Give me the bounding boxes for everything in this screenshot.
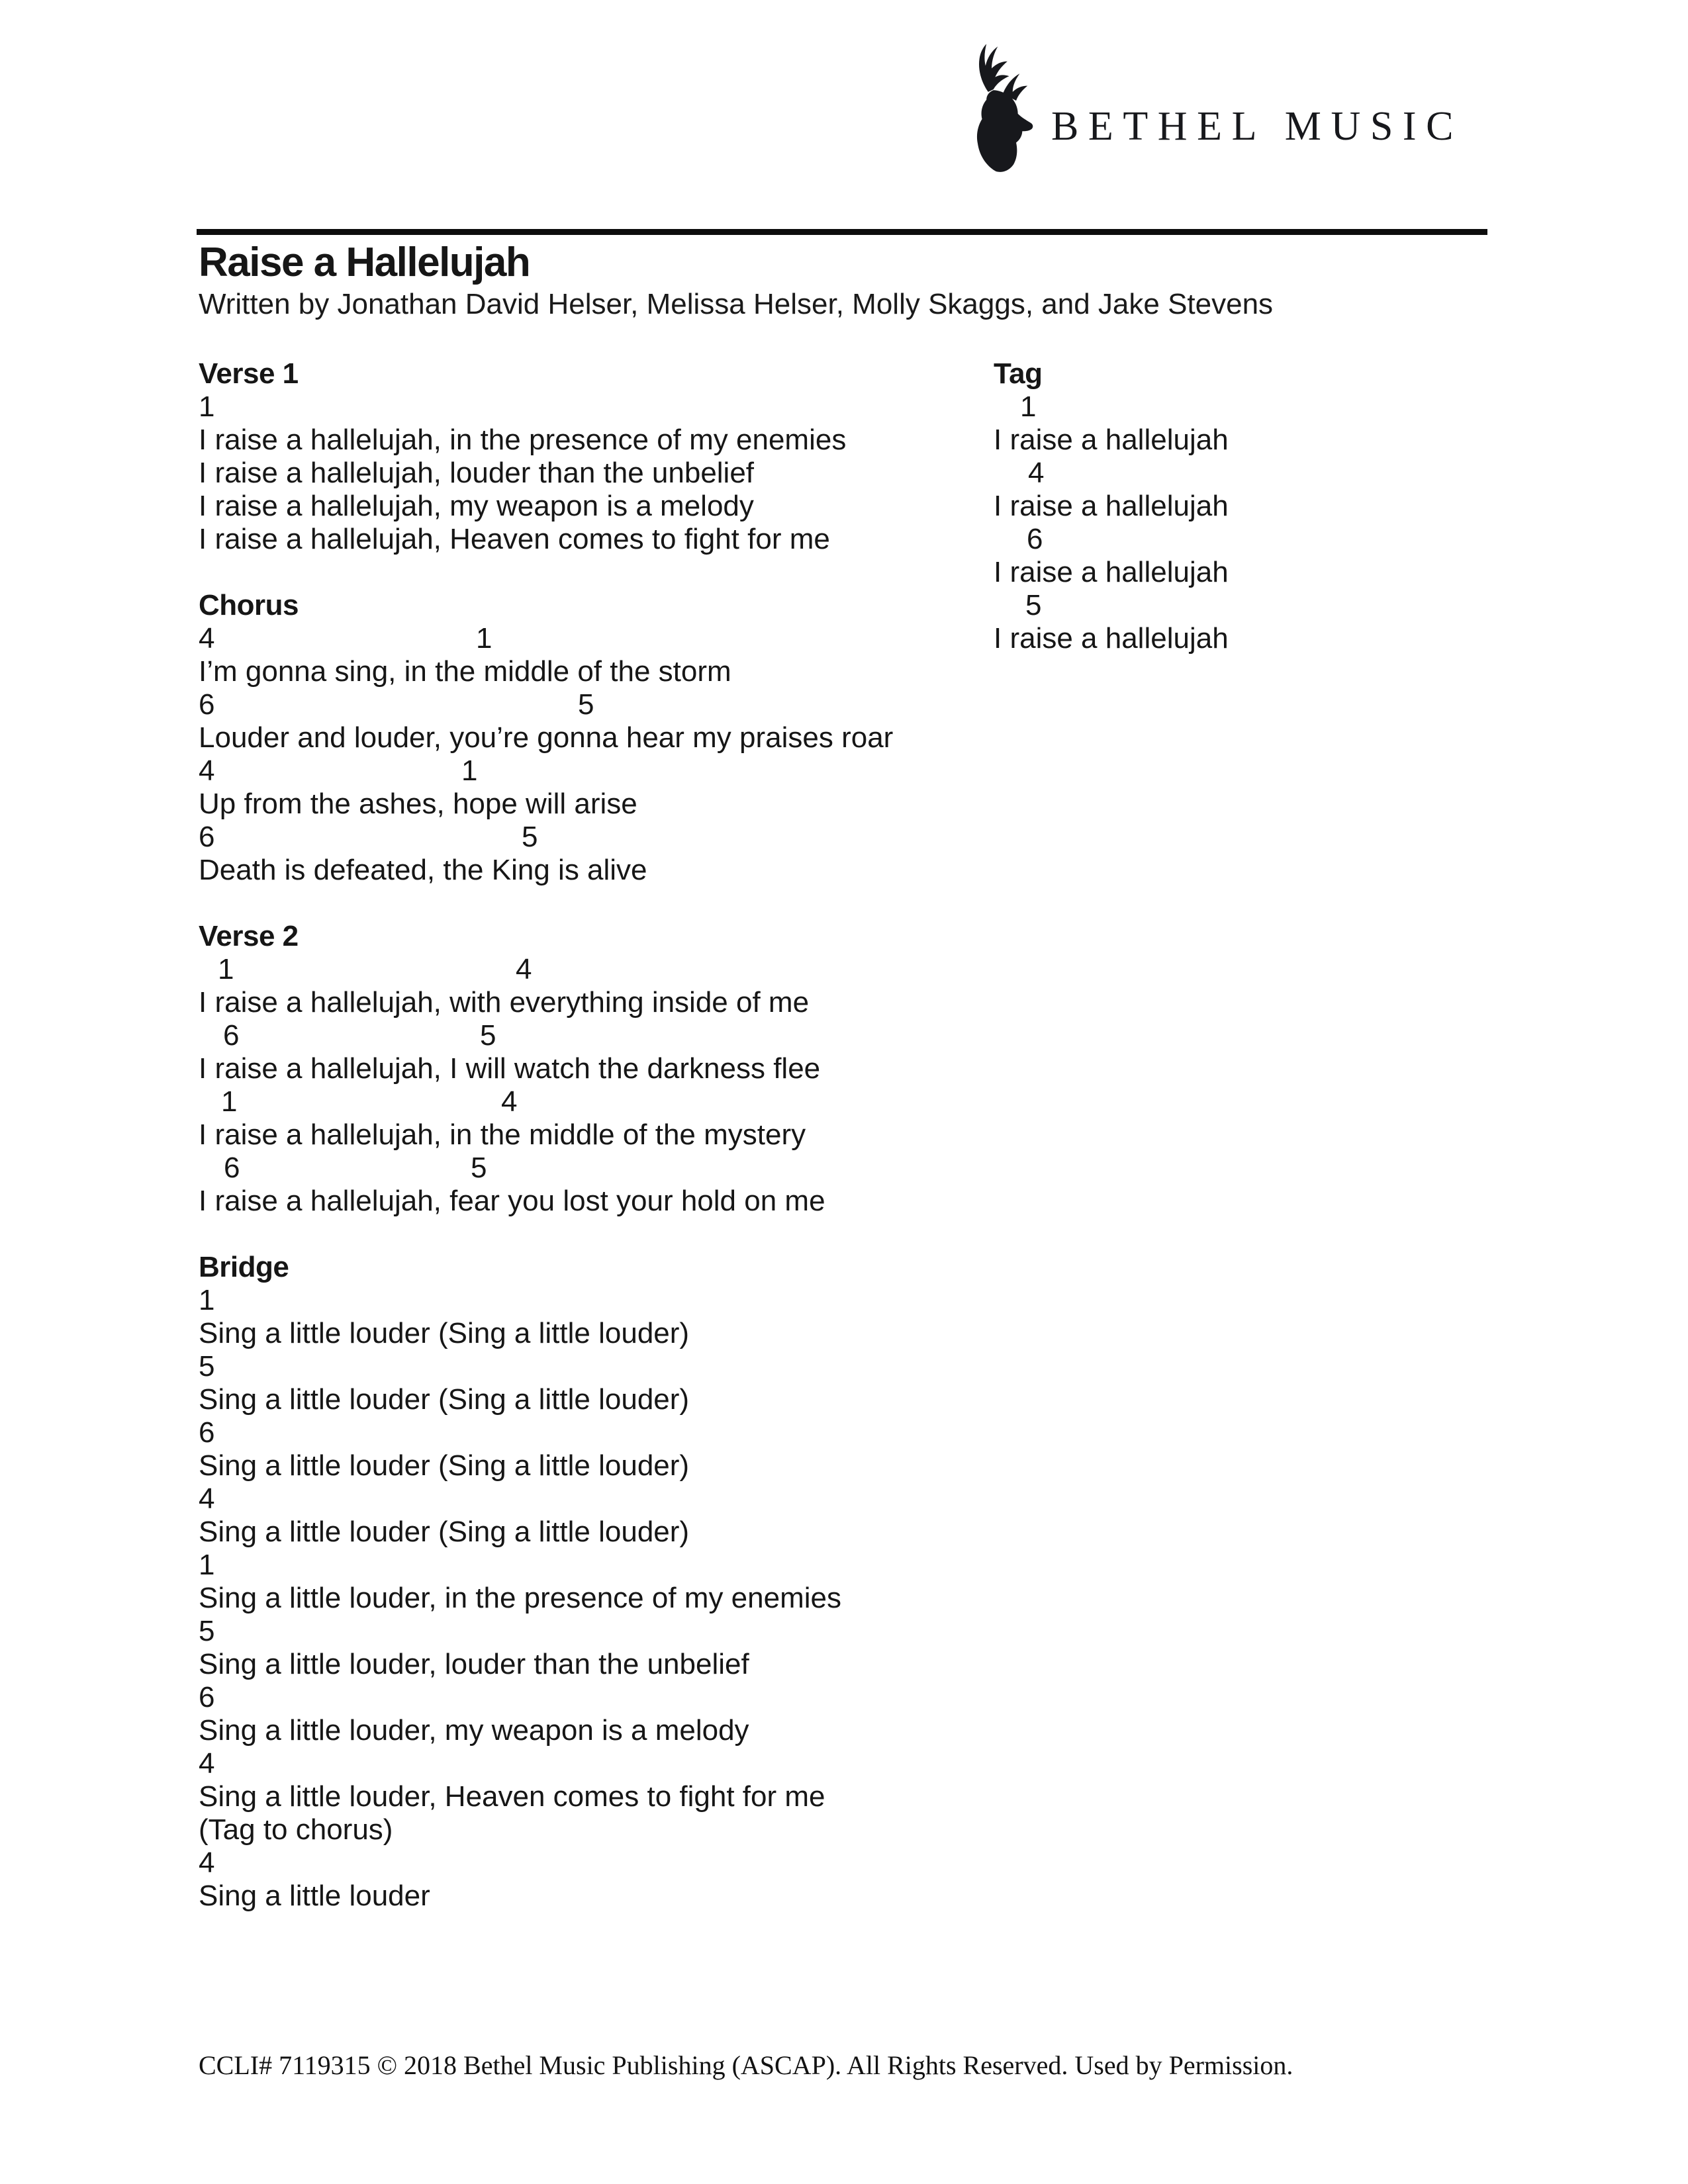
chord-line	[199, 1085, 1000, 1118]
chord-number: 1	[199, 1549, 215, 1581]
chord-line	[994, 457, 1364, 490]
chord-number: 6	[1027, 523, 1043, 555]
lyric-line: (Tag to chorus)	[199, 1813, 393, 1846]
chord-line	[199, 1747, 1000, 1780]
lyric-line: Sing a little louder (Sing a little louder)	[199, 1317, 690, 1349]
lyric-line: Up from the ashes, hope will arise	[199, 788, 637, 820]
chord-line	[199, 754, 1000, 788]
chord-number: 5	[471, 1152, 487, 1184]
chord-number: 6	[224, 1152, 240, 1184]
chord-number: 4	[199, 1482, 215, 1515]
chord-line	[199, 622, 1000, 655]
chord-number: 6	[199, 821, 215, 853]
section-tag	[994, 357, 1364, 655]
chord-number: 4	[199, 1846, 215, 1879]
lyric-line: I raise a hallelujah, fear you lost your hold on me	[199, 1185, 825, 1217]
section-header: Tag	[994, 357, 1043, 390]
lyric-line: I raise a hallelujah, in the middle of the mystery	[199, 1118, 806, 1151]
chord-line	[994, 390, 1364, 424]
chord-line	[199, 390, 1000, 424]
chord-number: 4	[501, 1085, 518, 1118]
lyric-line: Sing a little louder, my weapon is a melody	[199, 1714, 749, 1747]
chord-number: 4	[199, 622, 215, 655]
song-title: Raise a Hallelujah	[199, 240, 530, 285]
stag-head-icon	[953, 42, 1041, 175]
section-header: Chorus	[199, 589, 299, 621]
chord-number: 1	[1020, 390, 1037, 423]
lyric-line: I raise a hallelujah, I will watch the darkness flee	[199, 1052, 821, 1085]
chord-line	[199, 1019, 1000, 1052]
chord-number: 5	[199, 1350, 215, 1383]
lyric-line: I raise a hallelujah, my weapon is a melody	[199, 490, 754, 522]
lyric-line: Sing a little louder	[199, 1880, 430, 1912]
lyric-line: I raise a hallelujah	[994, 424, 1229, 456]
chord-number: 6	[199, 1681, 215, 1713]
chord-number: 1	[476, 622, 492, 655]
lyric-line: I raise a hallelujah, with everything inside of me	[199, 986, 810, 1019]
lyric-line: I raise a hallelujah	[994, 490, 1229, 522]
chord-number: 4	[199, 754, 215, 787]
chord-number: 4	[516, 953, 532, 985]
section-header: Verse 2	[199, 920, 299, 952]
chord-number: 4	[1028, 457, 1045, 489]
lyric-line: I raise a hallelujah	[994, 556, 1229, 588]
lyric-line: I’m gonna sing, in the middle of the storm	[199, 655, 731, 688]
lyric-line: I raise a hallelujah	[994, 622, 1229, 655]
column-left	[199, 357, 1000, 1946]
chord-number: 1	[199, 1284, 215, 1316]
chord-line	[199, 1681, 1000, 1714]
column-right	[994, 357, 1364, 688]
chord-line	[994, 523, 1364, 556]
section-bridge	[199, 1251, 1000, 1913]
chord-line	[199, 1416, 1000, 1449]
lyric-line: I raise a hallelujah, louder than the unbelief	[199, 457, 755, 489]
chord-line	[199, 1284, 1000, 1317]
lyric-line: Sing a little louder, louder than the unbelief	[199, 1648, 749, 1680]
lyric-line: Death is defeated, the King is alive	[199, 854, 647, 886]
chord-number: 5	[480, 1019, 496, 1052]
chord-number: 6	[199, 1416, 215, 1449]
chord-line	[199, 1846, 1000, 1880]
chord-number: 5	[199, 1615, 215, 1647]
section-header: Verse 1	[199, 357, 299, 390]
chord-number: 5	[578, 688, 594, 721]
lyric-line: Sing a little louder (Sing a little louder)	[199, 1516, 690, 1548]
chord-number: 6	[199, 688, 215, 721]
chord-line	[994, 589, 1364, 622]
bethel-music-logo	[953, 40, 1489, 179]
chord-line	[199, 1350, 1000, 1383]
section-verse-2	[199, 920, 1000, 1218]
chord-number: 4	[199, 1747, 215, 1780]
lyric-line: Sing a little louder (Sing a little louder)	[199, 1449, 690, 1482]
footer-copyright: CCLI# 7119315 © 2018 Bethel Music Publishing (ASCAP). All Rights Reserved. Used by Permission.	[199, 2050, 1293, 2080]
section-chorus	[199, 589, 1000, 887]
section-header: Bridge	[199, 1251, 289, 1283]
chord-number: 1	[221, 1085, 238, 1118]
brand-wordmark: BETHEL MUSIC	[1051, 104, 1464, 149]
chord-line	[199, 953, 1000, 986]
lyric-line: I raise a hallelujah, in the presence of my enemies	[199, 424, 847, 456]
song-byline: Written by Jonathan David Helser, Melissa Helser, Molly Skaggs, and Jake Stevens	[199, 288, 1274, 320]
chord-number: 6	[223, 1019, 240, 1052]
chord-number: 5	[1025, 589, 1042, 621]
section-verse-1	[199, 357, 1000, 556]
chord-line	[199, 688, 1000, 721]
chord-line	[199, 1152, 1000, 1185]
chord-number: 1	[461, 754, 478, 787]
lyric-line: Sing a little louder (Sing a little louder)	[199, 1383, 690, 1416]
chord-number: 1	[199, 390, 215, 423]
chord-line	[199, 1482, 1000, 1516]
chord-number: 5	[522, 821, 538, 853]
lyric-line: I raise a hallelujah, Heaven comes to fight for me	[199, 523, 830, 555]
chord-number: 1	[218, 953, 234, 985]
lyric-line: Louder and louder, you’re gonna hear my praises roar	[199, 721, 894, 754]
divider-rule	[197, 229, 1487, 235]
lyric-line: Sing a little louder, Heaven comes to fight for me	[199, 1780, 825, 1813]
chord-line	[199, 1549, 1000, 1582]
chord-line	[199, 821, 1000, 854]
chord-line	[199, 1615, 1000, 1648]
lyric-line: Sing a little louder, in the presence of my enemies	[199, 1582, 841, 1614]
